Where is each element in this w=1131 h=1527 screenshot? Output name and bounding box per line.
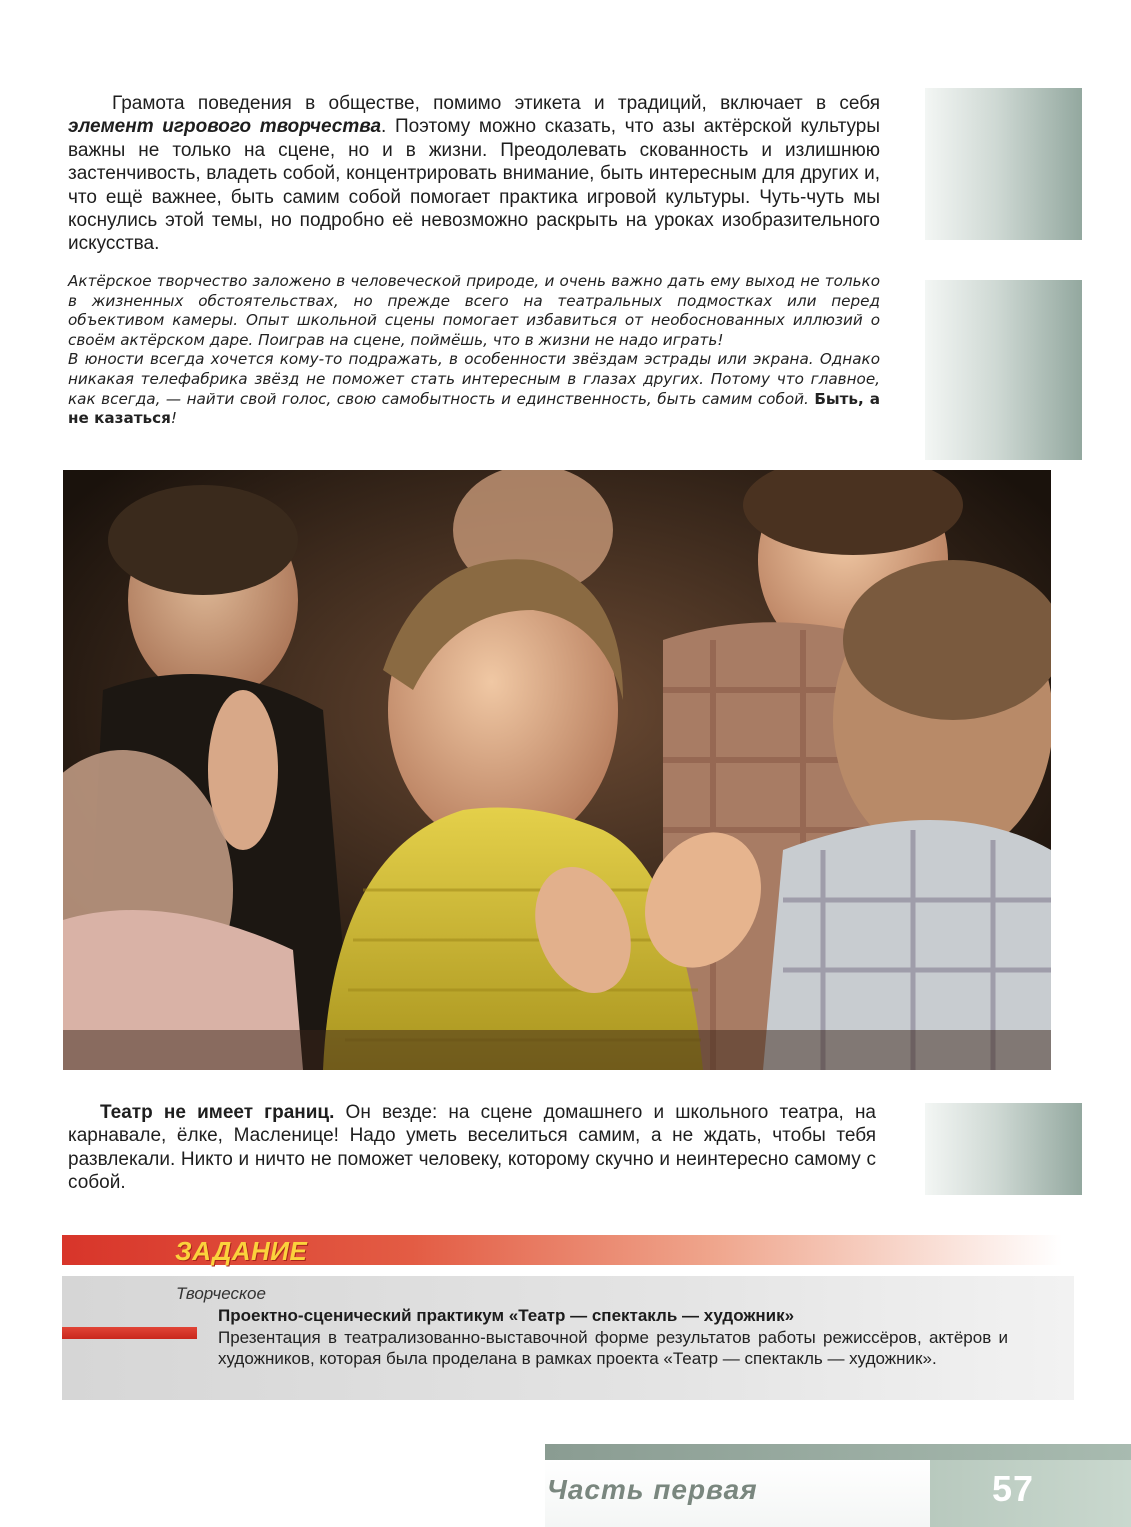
side-band-top: [925, 88, 1082, 240]
part-label: Часть первая: [547, 1474, 758, 1505]
children-photo-illustration: [63, 470, 1051, 1070]
task-title: ЗАДАНИЕ: [175, 1236, 308, 1266]
side-band-bottom: [925, 1103, 1082, 1195]
children-photo: [63, 470, 1051, 1070]
note-paragraph-2: [68, 350, 880, 428]
note-p2-text: В юности всегда хочется кому-то подражать, в особенности звёздам эстрады или экрана. Однако никакая телефабрика звёзд не поможет стать интересным в глазах других. Потому что главное, как всегда, — найти свой голос, свою самобытность и единственность, быть самим собой.: [68, 350, 880, 408]
note-p2-after: !: [170, 409, 177, 428]
intro-paragraph: [68, 92, 880, 256]
task-heading: Проектно-сценический практикум «Театр — спектакль — художник»: [218, 1306, 795, 1325]
task-kind: Творческое: [176, 1284, 266, 1303]
intro-text-before: Грамота поведения в обществе, помимо этикета и традиций, включает в себя: [112, 93, 880, 114]
theatre-bold: Театр не имеет границ.: [100, 1102, 335, 1123]
task-description: Презентация в театрализованно-выставочной форме результатов работы режиссёров, актёров и художников, которая была проделана в рамках проекта «Театр — спектакль — художник».: [218, 1328, 1008, 1368]
theatre-text: Он везде: на сцене домашнего и школьного театра, на карнавале, ёлке, Масленице! Надо уметь веселиться самим, а не ждать, чтобы тебя развлекали. Никто и ничто не поможет человеку, которому скучно и неинтересно самому с собой.: [68, 1102, 876, 1194]
task-accent-stripe: [62, 1327, 197, 1339]
page-number: 57: [992, 1468, 1035, 1509]
intro-text-after: . Поэтому можно сказать, что азы актёрской культуры важны не только на сцене, но и в жизни. Преодолевать скованность и излишнюю застенчивость, владеть собой, концентрировать внимание, быть интересным для других и, что ещё важнее, быть самим собой помогает практика игровой культуры. Чуть-чуть мы коснулись этой темы, но подробно её невозможно раскрыть на уроках изобразительного искусства.: [68, 116, 880, 255]
theatre-paragraph: [68, 1101, 876, 1195]
note-p2-bold: Быть, а не казаться: [68, 389, 880, 428]
side-band-middle: [925, 280, 1082, 460]
note-block: [68, 272, 880, 429]
note-paragraph-1: Актёрское творчество заложено в человеческой природе, и очень важно дать ему выход не только в жизненных обстоятельствах, но прежде всего на театральных подмостках или перед объективом камеры. Опыт школьной сцены помогает избавиться от необоснованных иллюзий о своём актёрском даре. Поиграв на сцене, поймёшь, что в жизни не надо играть!: [68, 272, 880, 349]
intro-bold: элемент игрового творчества: [68, 116, 382, 138]
